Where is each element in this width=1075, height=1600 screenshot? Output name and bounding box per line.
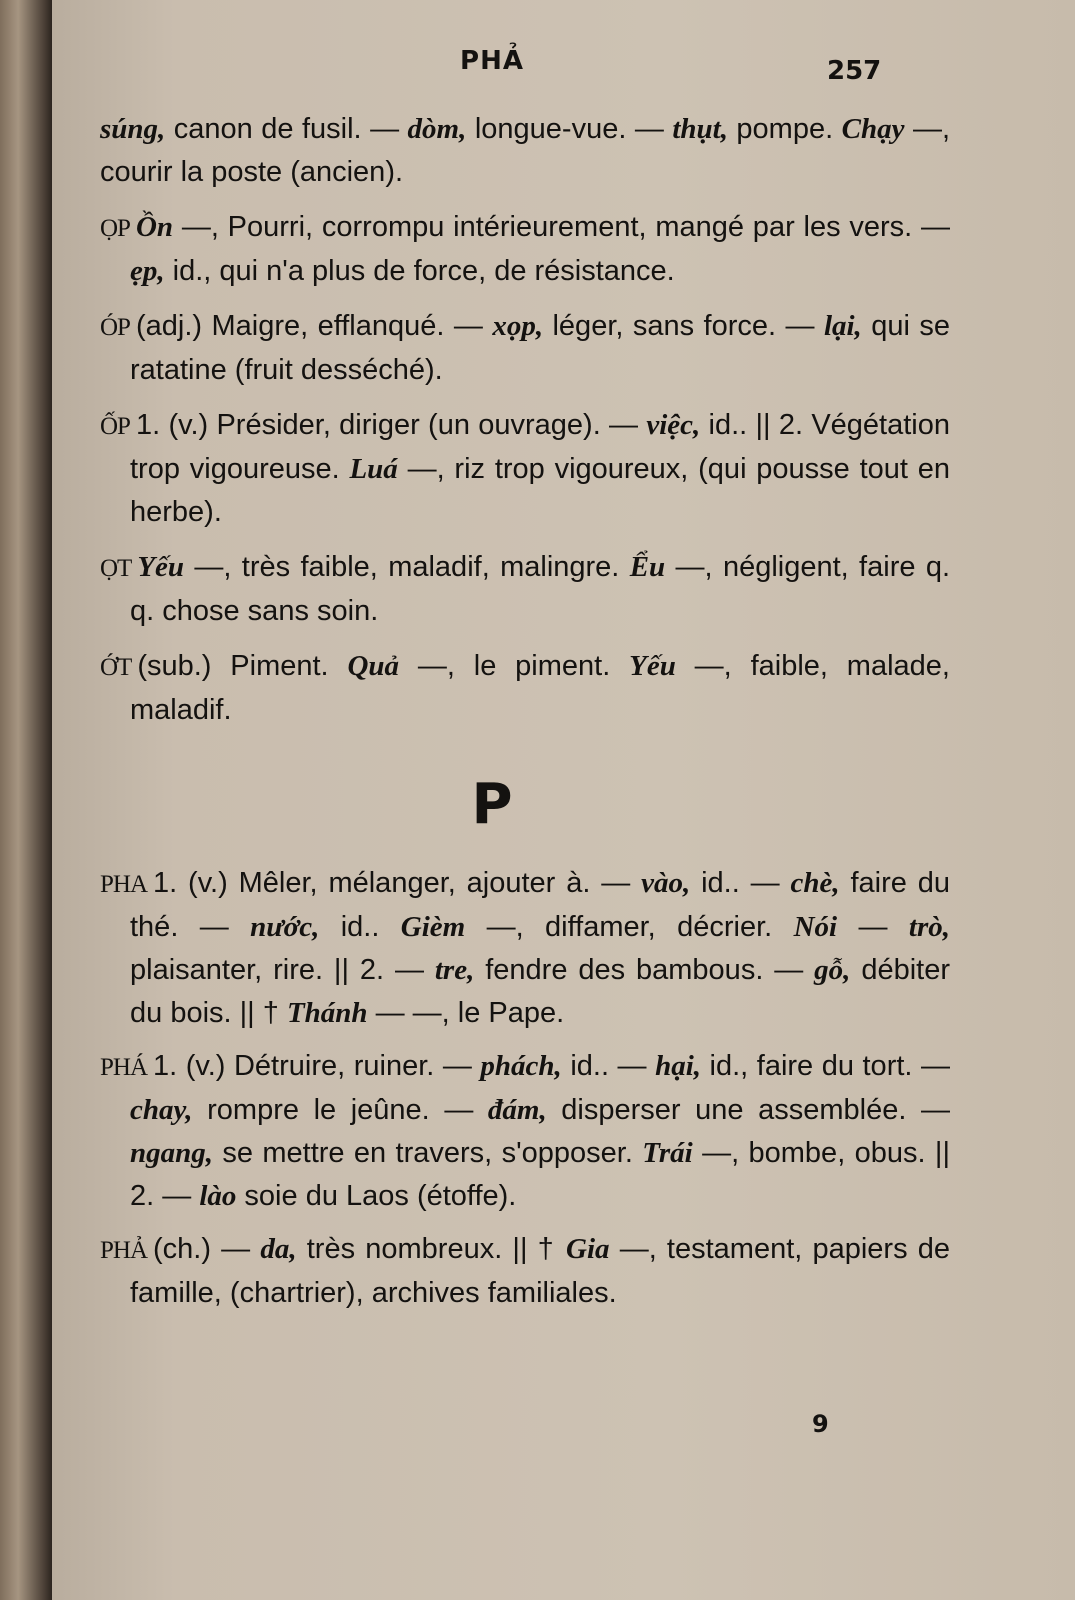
definition-text: —, courir la poste (ancien). bbox=[100, 113, 950, 188]
definition-text: — —, le Pape. bbox=[367, 997, 565, 1029]
definition-text: —, riz trop vigoureux, (qui pousse tout en herbe). bbox=[130, 453, 950, 528]
headword: ỚT bbox=[100, 654, 132, 681]
vietnamese-term: Gia bbox=[566, 1233, 610, 1265]
definition-text: id.. || 2. Végétation trop vigoureuse. bbox=[130, 409, 950, 485]
vietnamese-term: trò, bbox=[908, 911, 950, 943]
dictionary-page bbox=[52, 0, 1075, 1600]
dictionary-entry bbox=[100, 108, 950, 194]
vietnamese-term: xọp, bbox=[492, 310, 544, 342]
definition-text: léger, sans force. — bbox=[543, 310, 824, 342]
definition-text: canon de fusil. — bbox=[165, 113, 408, 145]
dictionary-entry bbox=[100, 546, 950, 633]
definition-text: id., qui n'a plus de force, de résistance. bbox=[164, 255, 675, 287]
headword: ỌT bbox=[100, 555, 132, 582]
vietnamese-term: Ồn bbox=[135, 211, 174, 243]
vietnamese-term: Nói bbox=[793, 911, 838, 943]
vietnamese-term: lại, bbox=[823, 310, 862, 342]
dictionary-entry bbox=[100, 1045, 950, 1218]
definition-text: disperser une assemblée. — bbox=[546, 1094, 951, 1126]
definition-text: —, bombe, obus. || 2. — bbox=[130, 1137, 950, 1212]
page-number: 257 bbox=[827, 56, 882, 86]
dictionary-entry bbox=[100, 206, 950, 293]
vietnamese-term: dòm, bbox=[407, 113, 467, 145]
definition-text: 1. (v.) Détruire, ruiner. — bbox=[153, 1050, 481, 1082]
definition-text: id., faire du tort. — bbox=[701, 1050, 950, 1082]
vietnamese-term: Luá bbox=[349, 453, 398, 485]
definition-text: longue-vue. — bbox=[466, 113, 673, 145]
definition-text: se mettre en travers, s'opposer. bbox=[213, 1137, 643, 1169]
book-gutter bbox=[0, 0, 52, 1600]
vietnamese-term: việc, bbox=[646, 409, 701, 441]
definition-text: plaisanter, rire. || 2. — bbox=[130, 954, 435, 986]
vietnamese-term: Trái bbox=[642, 1137, 693, 1169]
vietnamese-term: nước, bbox=[250, 911, 320, 943]
definition-text: —, très faible, maladif, malingre. bbox=[184, 551, 630, 583]
vietnamese-term: đám, bbox=[487, 1094, 547, 1126]
vietnamese-term: gỗ, bbox=[814, 954, 851, 986]
vietnamese-term: Chạy bbox=[841, 113, 905, 145]
definition-text: débiter du bois. || † bbox=[130, 954, 950, 1029]
definition-text: —, diffamer, décrier. bbox=[465, 911, 794, 943]
entries-top-block bbox=[100, 108, 950, 732]
definition-text: — bbox=[837, 911, 909, 943]
definition-text: fendre des bambous. — bbox=[474, 954, 815, 986]
definition-text: id.. — bbox=[561, 1050, 656, 1082]
definition-text: soie du Laos (étoffe). bbox=[236, 1180, 517, 1212]
headword: PHA bbox=[100, 871, 148, 898]
section-letter: P bbox=[471, 772, 513, 837]
definition-text: pompe. bbox=[727, 113, 842, 145]
headword: ỐP bbox=[100, 413, 130, 440]
definition-text: id.. — bbox=[690, 867, 791, 899]
definition-text: (sub.) Piment. bbox=[137, 650, 348, 682]
definition-text: (adj.) Maigre, efflanqué. — bbox=[135, 310, 493, 342]
vietnamese-term: tre, bbox=[434, 954, 475, 986]
headword: PHẢ bbox=[100, 1237, 148, 1264]
vietnamese-term: thụt, bbox=[672, 113, 728, 145]
dictionary-entry bbox=[100, 305, 950, 392]
entries-bottom-block bbox=[100, 862, 950, 1315]
vietnamese-term: chay, bbox=[130, 1094, 193, 1126]
definition-text: (ch.) — bbox=[153, 1233, 261, 1265]
definition-text: 1. (v.) Mêler, mélanger, ajouter à. — bbox=[153, 867, 642, 899]
vietnamese-term: ngang, bbox=[130, 1137, 214, 1169]
vietnamese-term: Quả bbox=[347, 650, 400, 682]
running-head: PHẢ bbox=[460, 46, 524, 76]
vietnamese-term: chè, bbox=[790, 867, 840, 899]
definition-text: id.. bbox=[319, 911, 401, 943]
vietnamese-term: hại, bbox=[655, 1050, 702, 1082]
headword: PHÁ bbox=[100, 1054, 148, 1081]
definition-text: très nombreux. || † bbox=[296, 1233, 567, 1265]
vietnamese-term: Thánh bbox=[286, 997, 368, 1029]
definition-text: 1. (v.) Présider, diriger (un ouvrage). — bbox=[135, 409, 647, 441]
vietnamese-term: súng, bbox=[100, 113, 166, 145]
vietnamese-term: lào bbox=[199, 1180, 237, 1212]
vietnamese-term: Yếu bbox=[137, 551, 185, 583]
headword: ỌP bbox=[100, 215, 130, 242]
signature-mark: 9 bbox=[812, 1410, 829, 1438]
definition-text: —, faible, malade, maladif. bbox=[130, 650, 950, 726]
definition-text: rompre le jeûne. — bbox=[192, 1094, 488, 1126]
dictionary-entry bbox=[100, 645, 950, 732]
definition-text: —, négligent, faire q. q. chose sans soin. bbox=[130, 551, 951, 627]
definition-text: faire du thé. — bbox=[130, 867, 950, 943]
definition-text: —, Pourri, corrompu intérieurement, mangé par les vers. — bbox=[173, 211, 950, 243]
headword: ÓP bbox=[100, 314, 130, 341]
vietnamese-term: Ểu bbox=[629, 551, 666, 583]
vietnamese-term: Yếu bbox=[629, 650, 676, 682]
definition-text: —, le piment. bbox=[399, 650, 630, 682]
definition-text: qui se ratatine (fruit desséché). bbox=[130, 310, 950, 386]
definition-text: —, testament, papiers de famille, (chartrier), archives familiales. bbox=[130, 1233, 951, 1309]
dictionary-entry bbox=[100, 1228, 950, 1315]
dictionary-entry bbox=[100, 862, 950, 1035]
vietnamese-term: ẹp, bbox=[130, 255, 165, 287]
vietnamese-term: phách, bbox=[480, 1050, 562, 1082]
vietnamese-term: da, bbox=[260, 1233, 297, 1265]
dictionary-entry bbox=[100, 404, 950, 534]
vietnamese-term: Gièm bbox=[400, 911, 466, 943]
vietnamese-term: vào, bbox=[641, 867, 691, 899]
